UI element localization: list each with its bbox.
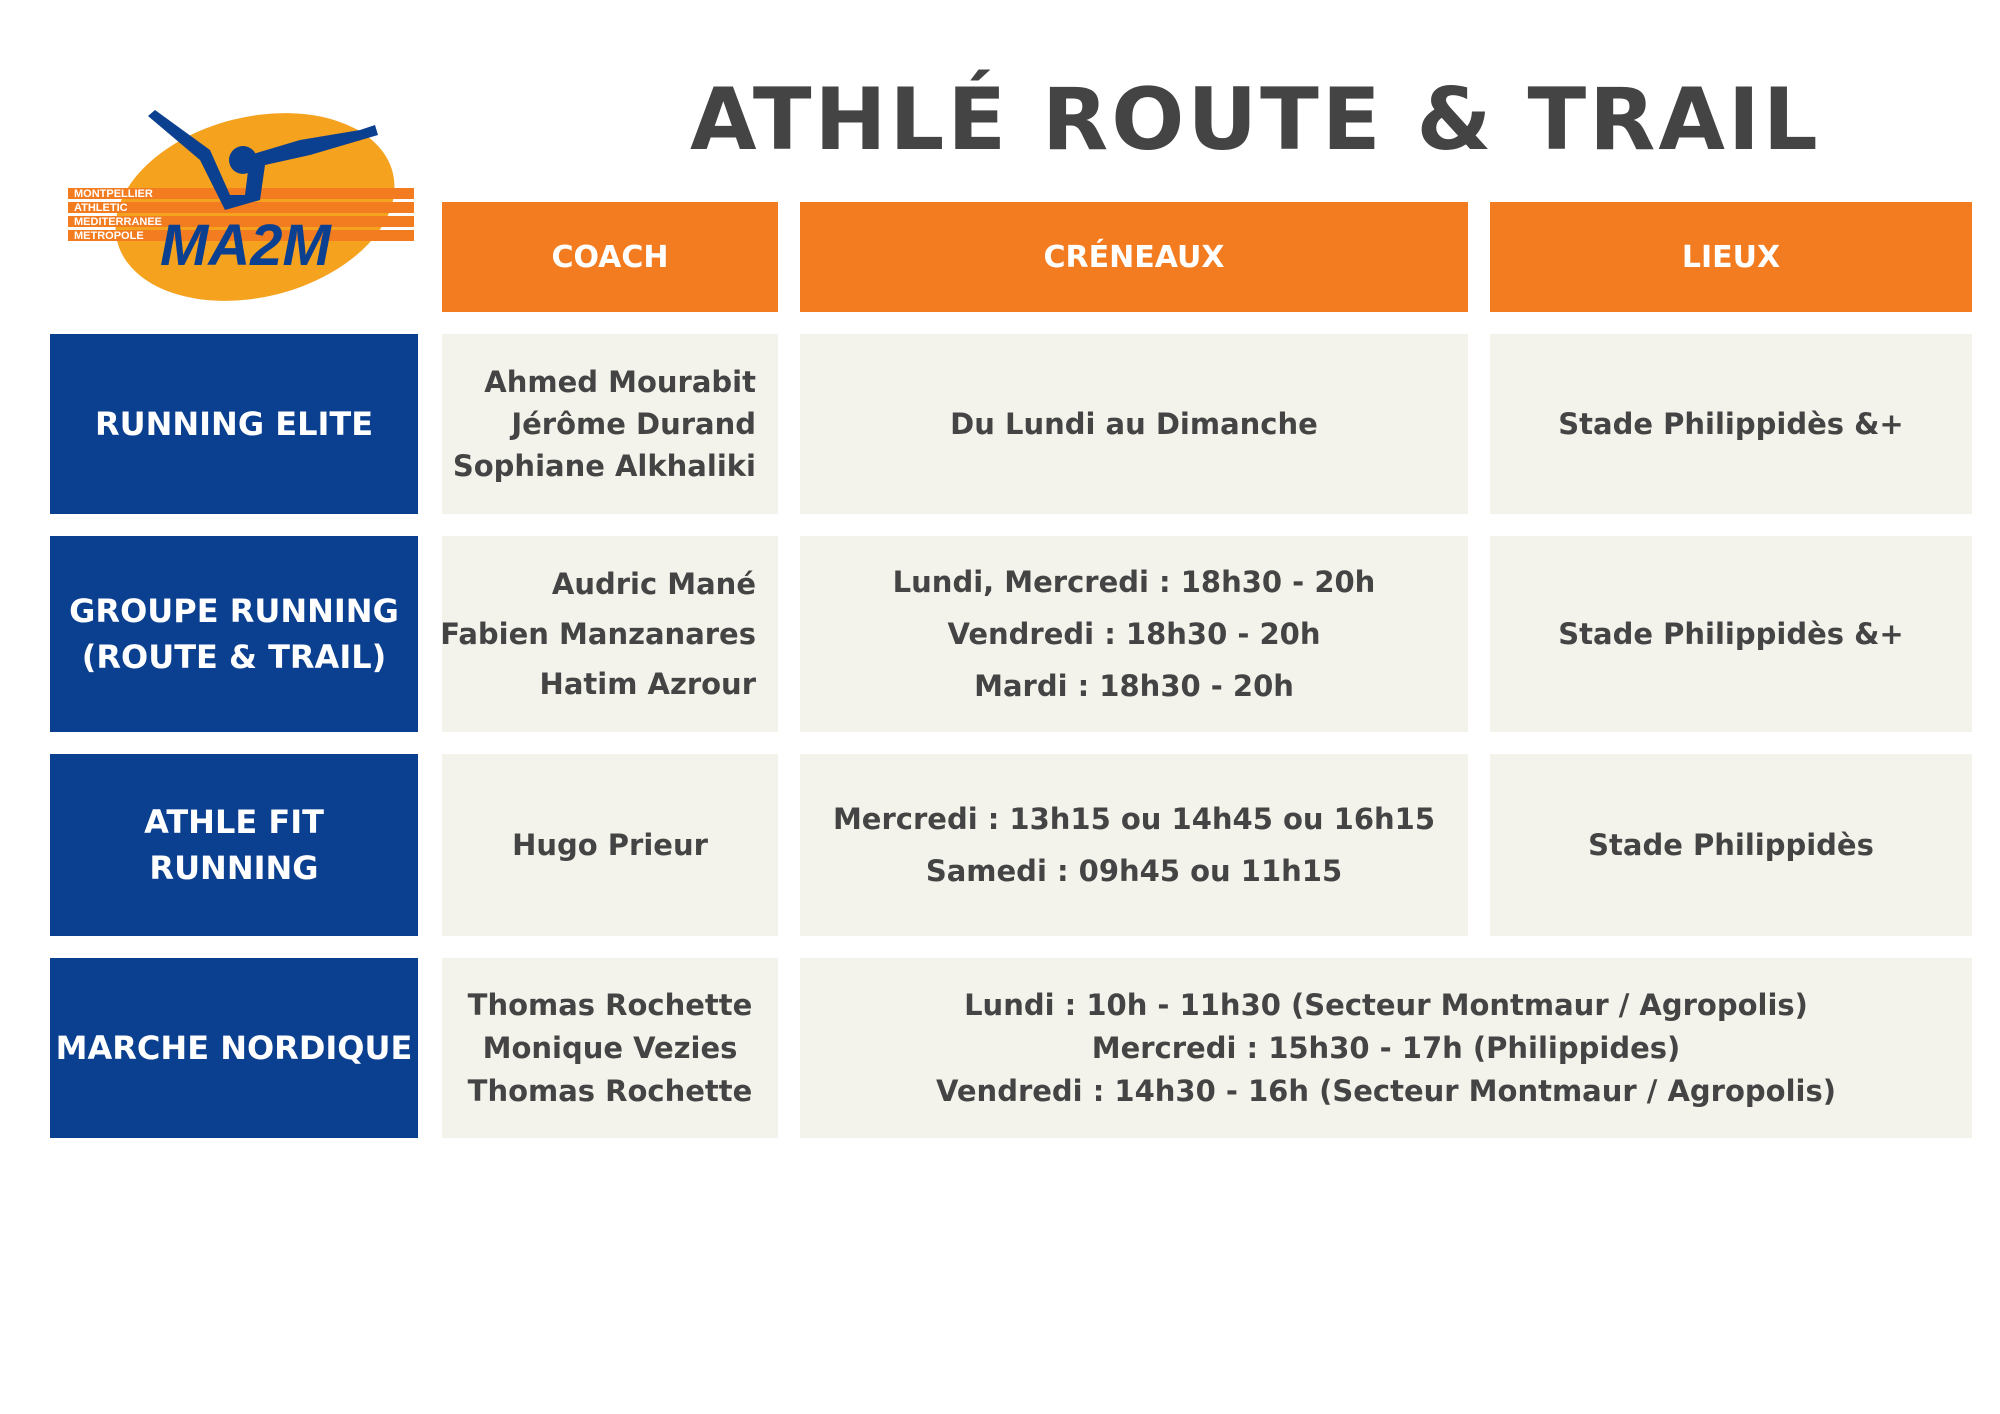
category-label: RUNNING ELITE (94, 405, 374, 443)
creneau-line: Vendredi : 14h30 - 16h (Secteur Montmaur / Agropolis) (936, 1073, 1836, 1108)
lieux-cell (1490, 536, 1972, 732)
coach-cell (442, 958, 778, 1138)
category-label: RUNNING (149, 849, 319, 887)
coach-name: Thomas Rochette (467, 1073, 753, 1108)
creneaux-cell (800, 334, 1468, 514)
coach-cell (442, 334, 778, 514)
page-title: ATHLÉ ROUTE & TRAIL (690, 70, 1821, 170)
creneau-line: Lundi, Mercredi : 18h30 - 20h (892, 565, 1376, 599)
creneau-line: Vendredi : 18h30 - 20h (947, 617, 1321, 651)
logo-line-4: METROPOLE (74, 230, 144, 242)
coach-name: Hatim Azrour (539, 667, 756, 701)
category-athle-fit-running (50, 754, 418, 936)
header-creneaux-label: CRÉNEAUX (1043, 239, 1225, 275)
coach-name: Thomas Rochette (467, 987, 753, 1022)
lieux-cell (1490, 334, 1972, 514)
coach-cell (442, 536, 778, 732)
coach-name: Hugo Prieur (512, 828, 708, 862)
coach-cell (442, 754, 778, 936)
creneau-line: Mardi : 18h30 - 20h (974, 669, 1294, 703)
lieu-label: Stade Philippidès (1588, 828, 1874, 862)
logo-mark: MA2M (160, 213, 331, 278)
header-creneaux (800, 202, 1468, 312)
creneaux-cell (800, 536, 1468, 732)
creneau-line: Samedi : 09h45 ou 11h15 (925, 854, 1343, 888)
category-label: ATHLE FIT (144, 803, 324, 841)
category-running-elite (50, 334, 418, 514)
creneau-line: Mercredi : 15h30 - 17h (Philippides) (1091, 1030, 1681, 1065)
creneau-line: Lundi : 10h - 11h30 (Secteur Montmaur / Agropolis) (964, 987, 1808, 1022)
category-marche-nordique (50, 958, 418, 1138)
creneaux-cell-wide (800, 958, 1972, 1138)
logo-line-1: MONTPELLIER (74, 188, 153, 200)
lieu-label: Stade Philippidès &+ (1558, 617, 1904, 651)
lieux-cell (1490, 754, 1972, 936)
category-label: (ROUTE & TRAIL) (81, 638, 387, 676)
coach-name: Fabien Manzanares (440, 617, 756, 651)
creneau-line: Mercredi : 13h15 ou 14h45 ou 16h15 (832, 802, 1436, 836)
header-lieux-label: LIEUX (1681, 239, 1781, 275)
coach-name: Jérôme Durand (511, 407, 756, 441)
creneau-line: Du Lundi au Dimanche (950, 407, 1318, 441)
lieu-label: Stade Philippidès &+ (1558, 407, 1904, 441)
logo-line-3: MEDITERRANEE (74, 216, 163, 228)
club-logo (60, 100, 420, 310)
header-coach-label: COACH (551, 239, 669, 275)
ma2m-logo-icon (60, 100, 420, 310)
header-coach (442, 202, 778, 312)
category-label: MARCHE NORDIQUE (55, 1029, 413, 1067)
category-groupe-running (50, 536, 418, 732)
coach-name: Monique Vezies (482, 1030, 738, 1065)
coach-name: Ahmed Mourabit (484, 365, 756, 399)
coach-name: Sophiane Alkhaliki (452, 449, 756, 483)
creneaux-cell (800, 754, 1468, 936)
coach-name: Audric Mané (551, 567, 756, 601)
header-lieux (1490, 202, 1972, 312)
category-label: GROUPE RUNNING (69, 592, 399, 630)
logo-line-2: ATHLETIC (74, 202, 128, 214)
